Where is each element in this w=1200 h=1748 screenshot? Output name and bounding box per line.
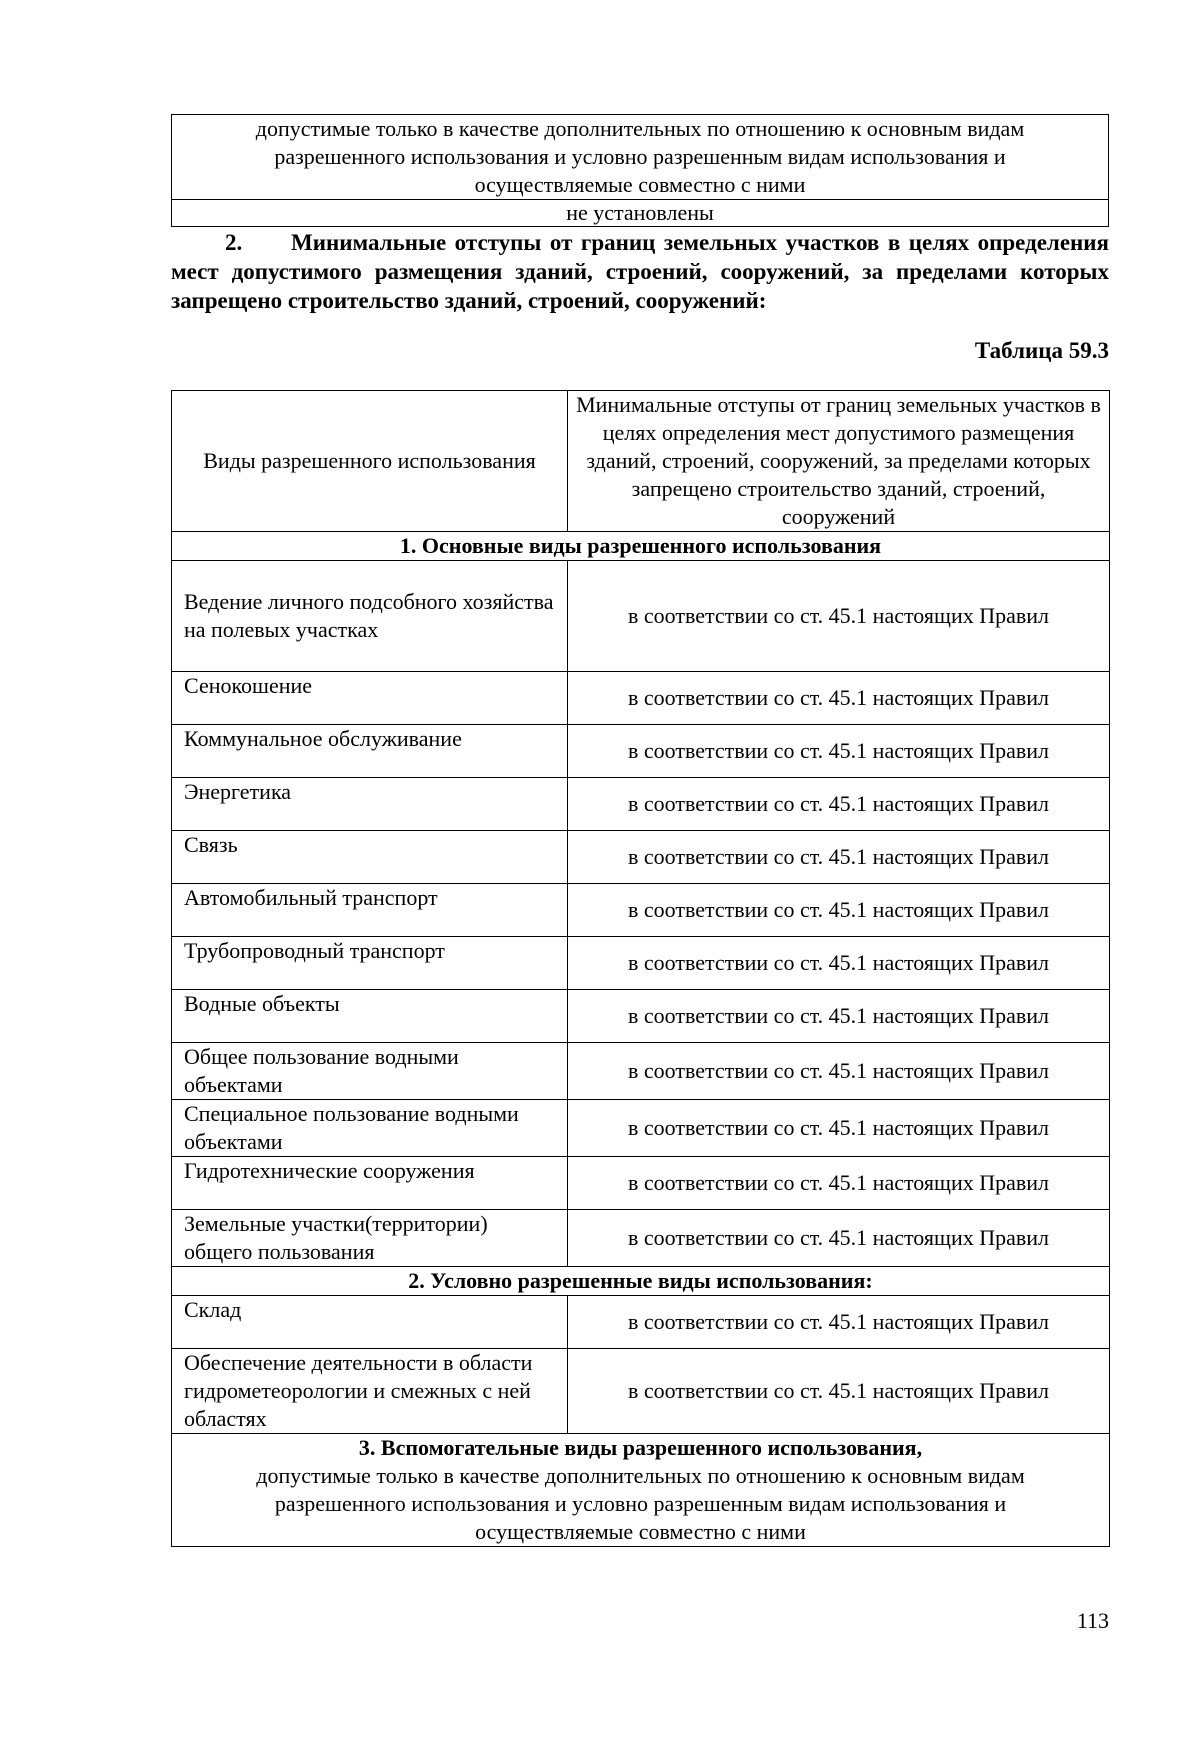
table-row <box>172 672 1110 725</box>
use-cell: Трубопроводный транспорт <box>172 937 568 990</box>
section-row <box>172 532 1110 561</box>
use-cell: Энергетика <box>172 778 568 831</box>
table-row <box>172 1210 1110 1267</box>
rule-cell: в соответствии со ст. 45.1 настоящих Правил <box>568 884 1110 937</box>
section2-title: 2. Условно разрешенные виды использования: <box>172 1267 1110 1296</box>
rule-cell: в соответствии со ст. 45.1 настоящих Правил <box>568 1043 1110 1100</box>
use-cell: Обеспечение деятельности в области гидрометеорологии и смежных с ней областях <box>172 1349 568 1434</box>
table-row <box>172 884 1110 937</box>
main-table <box>171 390 1110 1547</box>
table-header-row <box>172 391 1110 532</box>
table-caption: Таблица 59.3 <box>974 338 1109 363</box>
section-row <box>172 1434 1110 1547</box>
col1-header: Виды разрешенного использования <box>172 391 568 532</box>
use-cell: Автомобильный транспорт <box>172 884 568 937</box>
use-cell: Водные объекты <box>172 990 568 1043</box>
table-row <box>172 990 1110 1043</box>
col2-header: Минимальные отступы от границ земельных участков в целях определения мест допустимого размещения зданий, строений, сооружений, за пределами которых запрещено строительство зданий, строений, сооружений <box>568 391 1110 532</box>
rule-cell: в соответствии со ст. 45.1 настоящих Правил <box>568 831 1110 884</box>
use-cell: Специальное пользование водными объектами <box>172 1100 568 1157</box>
table-row <box>172 831 1110 884</box>
use-cell: Сенокошение <box>172 672 568 725</box>
use-cell: Общее пользование водными объектами <box>172 1043 568 1100</box>
rule-cell: в соответствии со ст. 45.1 настоящих Правил <box>568 1100 1110 1157</box>
table-row <box>172 1349 1110 1434</box>
rule-cell: в соответствии со ст. 45.1 настоящих Правил <box>568 725 1110 778</box>
top-table-value: не установлены <box>172 200 1109 227</box>
paragraph-2 <box>171 228 1109 315</box>
paragraph-text: Минимальные отступы от границ земельных участков в целях определения мест допустимого размещения зданий, строений, сооружений, за пределами которых запрещено строительство зданий, строений, сооружений: <box>171 230 1109 313</box>
use-cell: Склад <box>172 1296 568 1349</box>
section1-title: 1. Основные виды разрешенного использования <box>172 532 1110 561</box>
use-cell: Связь <box>172 831 568 884</box>
top-table <box>171 114 1109 227</box>
rule-cell: в соответствии со ст. 45.1 настоящих Правил <box>568 1349 1110 1434</box>
table-row <box>172 561 1110 672</box>
section3-cell <box>172 1434 1110 1547</box>
table-row <box>172 725 1110 778</box>
table-row <box>172 1296 1110 1349</box>
use-cell: Коммунальное обслуживание <box>172 725 568 778</box>
page-number: 113 <box>1076 1608 1109 1633</box>
paragraph-number: 2. <box>225 230 243 255</box>
rule-cell: в соответствии со ст. 45.1 настоящих Правил <box>568 990 1110 1043</box>
table-row <box>172 1157 1110 1210</box>
table-row <box>172 778 1110 831</box>
section-row <box>172 1267 1110 1296</box>
rule-cell: в соответствии со ст. 45.1 настоящих Правил <box>568 778 1110 831</box>
section3-title: 3. Вспомогательные виды разрешенного использования, <box>358 1435 923 1460</box>
rule-cell: в соответствии со ст. 45.1 настоящих Правил <box>568 672 1110 725</box>
use-cell: Земельные участки(территории) общего пользования <box>172 1210 568 1267</box>
rule-cell: в соответствии со ст. 45.1 настоящих Правил <box>568 1210 1110 1267</box>
use-cell: Гидротехнические сооружения <box>172 1157 568 1210</box>
rule-cell: в соответствии со ст. 45.1 настоящих Правил <box>568 1296 1110 1349</box>
table-row <box>172 1043 1110 1100</box>
rule-cell: в соответствии со ст. 45.1 настоящих Правил <box>568 561 1110 672</box>
rule-cell: в соответствии со ст. 45.1 настоящих Правил <box>568 1157 1110 1210</box>
top-table-header: допустимые только в качестве дополнительных по отношению к основным видам разрешенного использования и условно разрешенным видам использования и осуществляемые совместно с ними <box>172 115 1109 200</box>
table-row <box>172 1100 1110 1157</box>
section3-text: допустимые только в качестве дополнительных по отношению к основным видам разрешенного использования и условно разрешенным видам использования и осуществляемые совместно с ними <box>256 1463 1025 1544</box>
use-cell: Ведение личного подсобного хозяйства на полевых участках <box>172 561 568 672</box>
table-row <box>172 937 1110 990</box>
rule-cell: в соответствии со ст. 45.1 настоящих Правил <box>568 937 1110 990</box>
